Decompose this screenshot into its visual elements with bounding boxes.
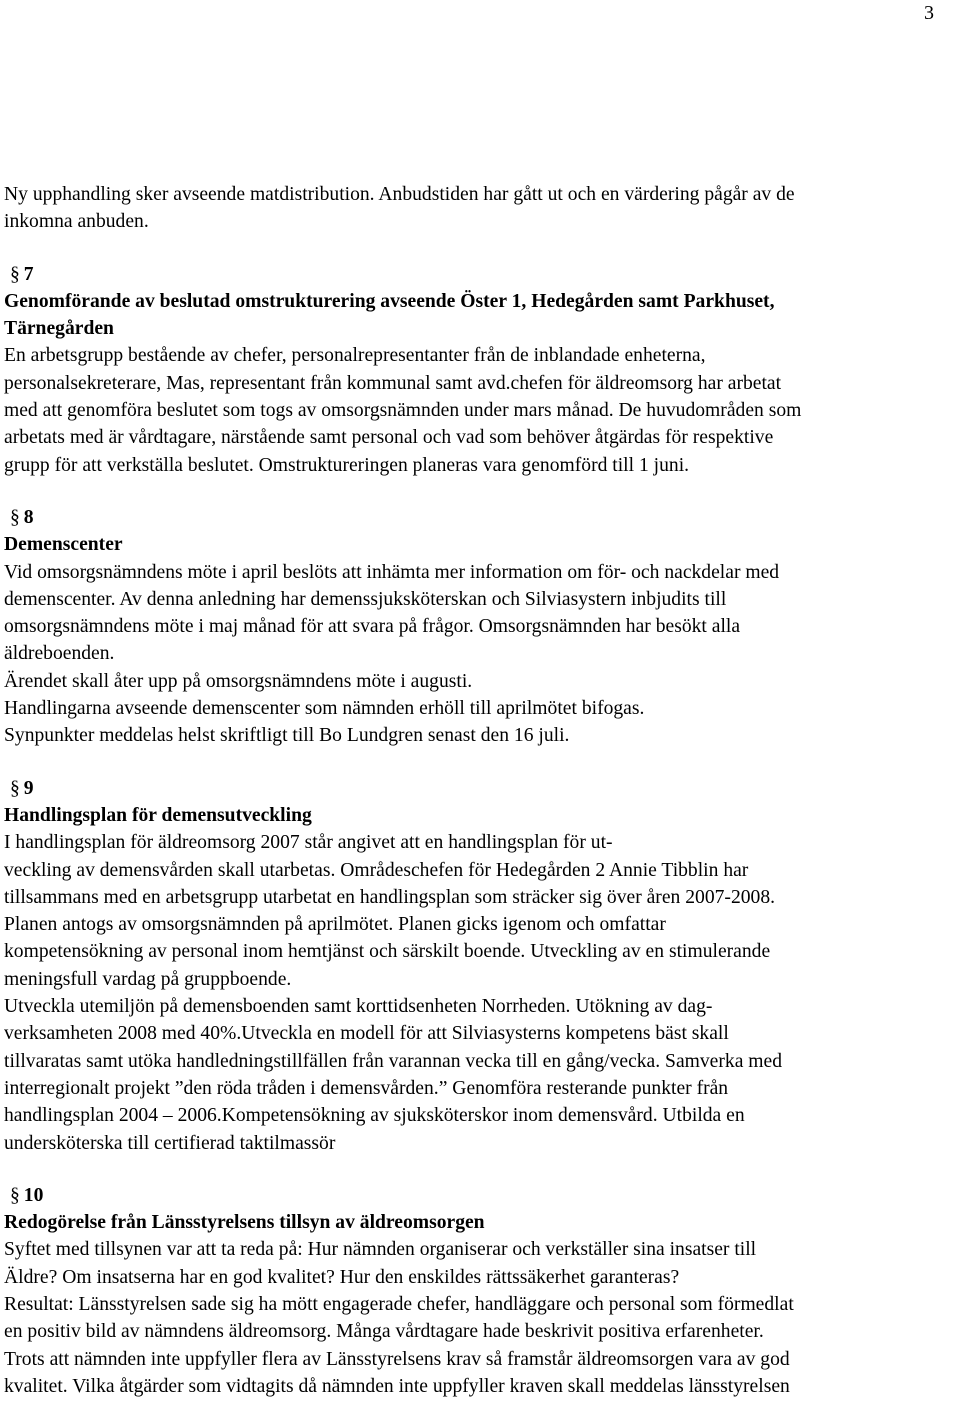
text-line: Resultat: Länsstyrelsen sade sig ha mött engagerade chefer, handläggare och personal som förmedlat <box>4 1293 794 1315</box>
text-line: veckling av demensvården skall utarbetas. Områdeschefen för Hedegården 2 Annie Tibblin har <box>4 859 749 881</box>
text-line: kvalitet. Vilka åtgärder som vidtagits då nämnden inte uppfyller kraven skall meddelas länsstyrelsen <box>4 1375 790 1397</box>
section-paragraph <box>4 829 956 1157</box>
text-line: Äldre? Om insatserna har en god kvalitet? Hur den enskildes rättssäkerhet garanteras? <box>4 1266 680 1288</box>
text-line: Syftet med tillsynen var att ta reda på: Hur nämnden organiserar och verkställer sina insatser till <box>4 1239 757 1261</box>
section-symbol: § <box>10 506 20 528</box>
section-symbol: § <box>10 777 20 799</box>
text-line: en positiv bild av nämndens äldreomsorg. Många vårdtagare hade beskrivit positiva erfarenheter. <box>4 1321 764 1343</box>
section-symbol: § <box>10 263 20 285</box>
text-line: arbetats med är vårdtagare, närstående samt personal och vad som behöver åtgärdas för respektive <box>4 427 774 449</box>
text-line: personalsekreterare, Mas, representant från kommunal samt avd.chefen för äldreomsorg har arbetat <box>4 372 782 394</box>
text-line: Synpunkter meddelas helst skriftligt till Bo Lundgren senast den 16 juli. <box>4 725 570 747</box>
section-number-value: 7 <box>23 263 34 285</box>
text-line: Ärendet skall åter upp på omsorgsnämndens möte i augusti. <box>4 670 473 692</box>
text-line: handlingsplan 2004 – 2006.Kompetensökning av sjuksköterskor inom demensvård. Utbilda en <box>4 1105 745 1127</box>
text-line: I handlingsplan för äldreomsorg 2007 står angivet att en handlingsplan för ut- <box>4 832 613 854</box>
section-8 <box>4 504 956 750</box>
section-number <box>4 504 956 531</box>
section-7 <box>4 261 956 479</box>
intro-paragraph <box>4 181 956 236</box>
page-number: 3 <box>924 2 934 24</box>
section-number <box>4 261 956 288</box>
section-title: Redogörelse från Länsstyrelsens tillsyn av äldreomsorgen <box>4 1212 485 1234</box>
section-paragraph <box>4 1236 956 1400</box>
section-paragraph <box>4 559 956 750</box>
section-number <box>4 775 956 802</box>
text-line: tillvaratas samt utöka handledningstillfällen från varannan vecka till en gång/vecka. Samverka med <box>4 1050 783 1072</box>
section-title: Tärnegården <box>4 318 114 340</box>
text-line: kompetensökning av personal inom hemtjänst och särskilt boende. Utveckling av en stimulerande <box>4 941 771 963</box>
text-line: äldreboenden. <box>4 643 115 665</box>
section-number-value: 9 <box>23 777 34 799</box>
section-number-value: 8 <box>23 506 34 528</box>
text-line: med att genomföra beslutet som togs av omsorgsnämnden under mars månad. De huvudområden som <box>4 400 802 422</box>
text-line: interregionalt projekt ”den röda tråden i demensvården.” Genomföra resterande punkter från <box>4 1077 729 1099</box>
text-line: Ny upphandling sker avseende matdistribution. Anbudstiden har gått ut och en värdering pågår av de <box>4 184 795 205</box>
text-line: En arbetsgrupp bestående av chefer, personalrepresentanter från de inblandade enheterna, <box>4 345 706 367</box>
section-9 <box>4 775 956 1157</box>
text-line: tillsammans med en arbetsgrupp utarbetat en handlingsplan som sträcker sig över åren 2007-2008. <box>4 886 776 908</box>
section-10 <box>4 1182 956 1400</box>
text-line: undersköterska till certifierad taktilmassör <box>4 1132 336 1154</box>
section-number-value: 10 <box>23 1184 44 1206</box>
text-line: meningsfull vardag på gruppboende. <box>4 968 292 990</box>
section-title: Handlingsplan för demensutveckling <box>4 804 312 826</box>
section-number <box>4 1182 956 1209</box>
section-title: Demenscenter <box>4 534 123 556</box>
text-line: Trots att nämnden inte uppfyller flera av Länsstyrelsens krav så framstår äldreomsorgen vara av god <box>4 1348 790 1370</box>
section-paragraph <box>4 342 956 478</box>
text-line: grupp för att verkställa beslutet. Omstruktureringen planeras vara genomförd till 1 juni. <box>4 454 690 476</box>
text-line: demenscenter. Av denna anledning har demenssjuksköterskan och Silviasystern inbjudits till <box>4 588 727 610</box>
text-line: Vid omsorgsnämndens möte i april beslöts att inhämta mer information om för- och nackdelar med <box>4 561 780 583</box>
document-body <box>4 181 956 1400</box>
text-line: inkomna anbuden. <box>4 211 149 233</box>
text-line: omsorgsnämndens möte i maj månad för att svara på frågor. Omsorgsnämnden har besökt alla <box>4 616 741 638</box>
text-line: verksamheten 2008 med 40%.Utveckla en modell för att Silviasysterns kompetens bäst skall <box>4 1023 729 1045</box>
text-line: Planen antogs av omsorgsnämnden på aprilmötet. Planen gicks igenom och omfattar <box>4 914 666 936</box>
text-line: Utveckla utemiljön på demensboenden samt korttidsenheten Norrheden. Utökning av dag- <box>4 996 713 1018</box>
section-symbol: § <box>10 1184 20 1206</box>
text-line: Handlingarna avseende demenscenter som nämnden erhöll till aprilmötet bifogas. <box>4 698 645 720</box>
section-title: Genomförande av beslutad omstrukturering avseende Öster 1, Hedegården samt Parkhuset, <box>4 290 775 312</box>
